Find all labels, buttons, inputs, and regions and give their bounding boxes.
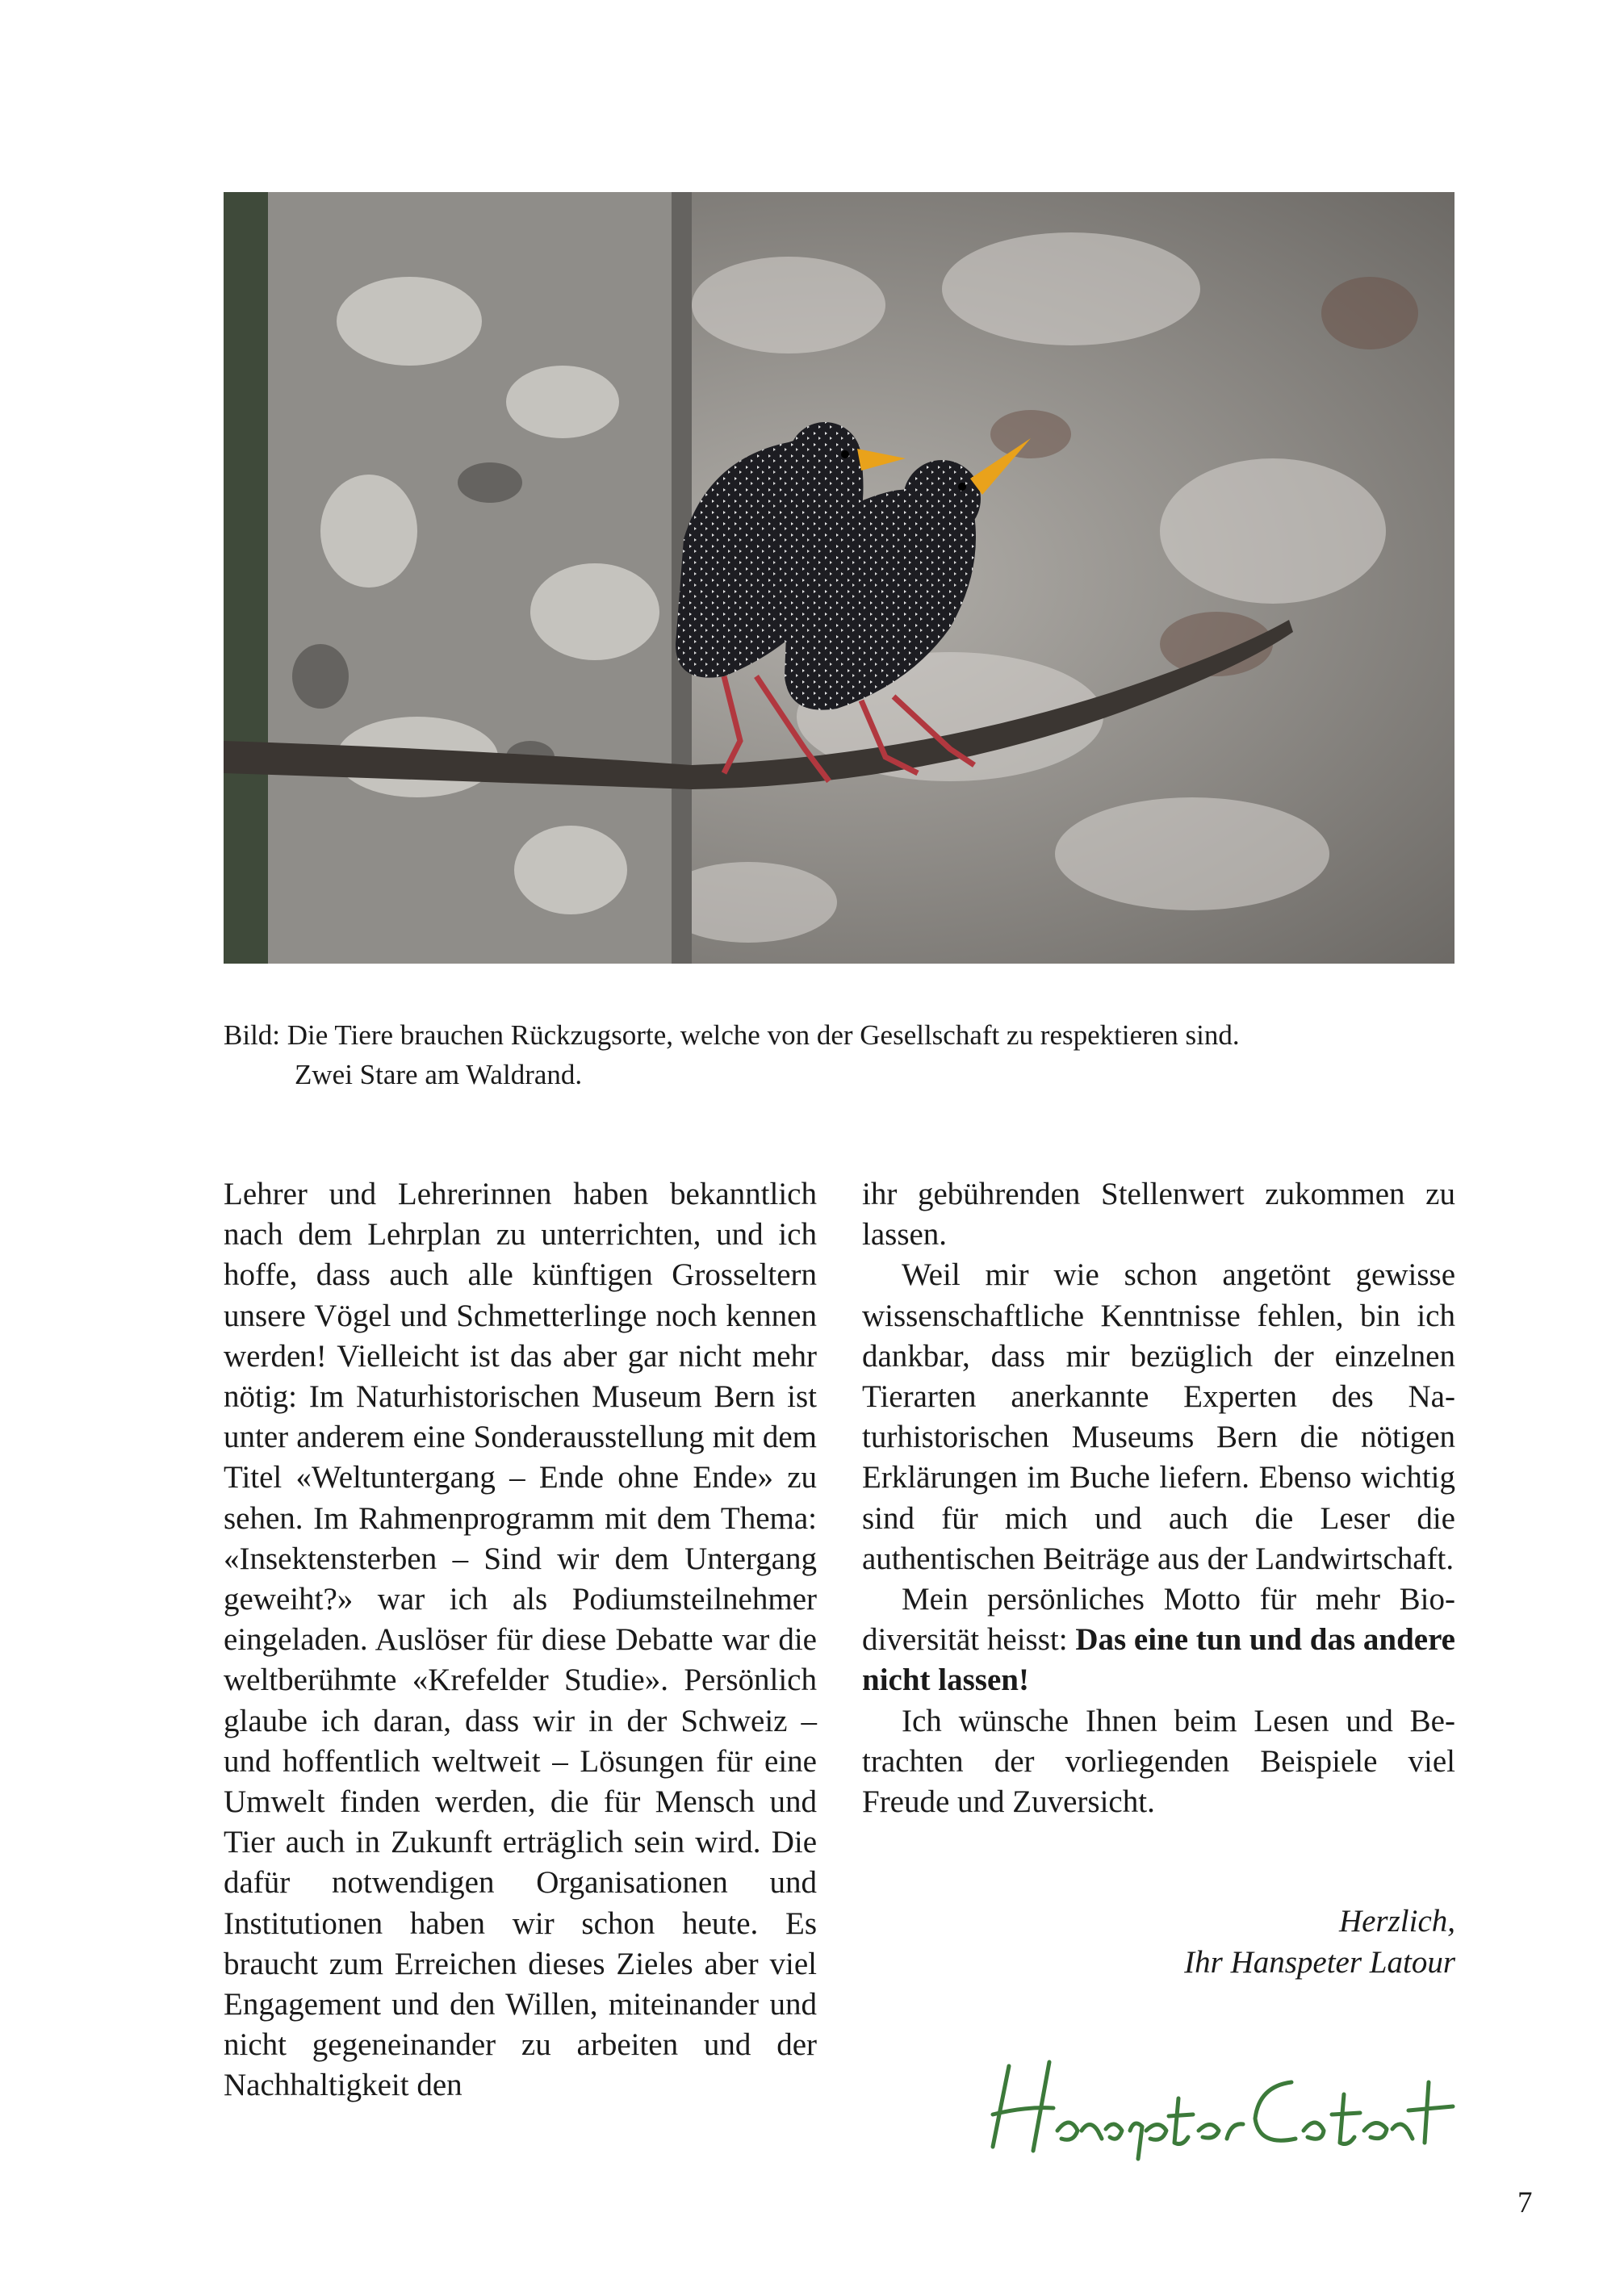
right-paragraph-1: ihr gebührenden Stellenwert zukommen zu lassen. — [862, 1177, 1455, 1253]
starlings-illustration — [224, 192, 1454, 964]
page-number: 7 — [1517, 2186, 1533, 2219]
signature-drawing — [977, 2050, 1461, 2163]
closing-name: Ihr Hanspeter Latour — [1184, 1945, 1455, 1980]
photo-caption — [224, 1015, 1454, 1094]
handwritten-signature — [977, 2050, 1461, 2163]
motto-intro: Mein persönliches Motto für mehr Biodiversität heisst: — [862, 1582, 1455, 1658]
right-paragraph-2: Weil mir wie schon angetönt gewisse wissenschaftliche Kenntnisse fehlen, bin ich dankbar, dass mir bezüglich der einzelnen Tierarten anerkannte Experten des Naturhistorischen Museums Bern die nötigen Erklärungen im Buche liefern. Ebenso wichtig sind für mich und auch die Leser die authentischen Beiträge aus der Landwirtschaft. — [862, 1257, 1455, 1576]
caption-line-1: Bild: Die Tiere brauchen Rückzugsorte, welche von der Gesellschaft zu respektieren sind. — [224, 1019, 1240, 1051]
photo-starlings — [224, 192, 1454, 964]
caption-line-2: Zwei Stare am Waldrand. — [295, 1059, 583, 1090]
motto-bold: Das eine tun und das andere nicht lassen! — [862, 1622, 1455, 1698]
closing-block — [1023, 1901, 1455, 1983]
right-column — [862, 1174, 1455, 1822]
left-column — [224, 1174, 817, 2106]
right-paragraph-3 — [862, 1579, 1455, 1701]
closing-greeting: Herzlich, — [1338, 1904, 1455, 1939]
right-paragraph-4: Ich wünsche Ihnen beim Lesen und Betrachten der vorliegenden Beispiele viel Freude und Zuversicht. — [862, 1703, 1455, 1820]
left-paragraph: Lehrer und Lehrerinnen haben bekanntlich nach dem Lehrplan zu unterrichten, und ich hoffe, dass auch alle künftigen Grosseltern unsere Vögel und Schmetterlinge noch kennen werden! Vielleicht ist das aber gar nicht mehr nötig: Im Naturhistorischen Museum Bern ist unter anderem eine Sonderausstellung mit dem Titel «Weltuntergang – Ende ohne Ende» zu sehen. Im Rahmenprogramm mit dem Thema: «Insektensterben – Sind wir dem Untergang geweiht?» war ich als Podiumsteilnehmer eingeladen. Auslöser für diese Debatte war die weltberühmte «Krefelder Studie». Persönlich glaube ich daran, dass wir in der Schweiz – und hoffentlich weltweit – Lösungen für eine Umwelt finden werden, die für Mensch und Tier auch in Zukunft erträglich sein wird. Die dafür notwendigen Organisationen und Institutionen haben wir schon heute. Es braucht zum Erreichen dieses Zieles aber viel Engagement und den Willen, miteinander und nicht gegeneinander zu arbeiten und der Nachhaltigkeit den — [224, 1177, 817, 2103]
